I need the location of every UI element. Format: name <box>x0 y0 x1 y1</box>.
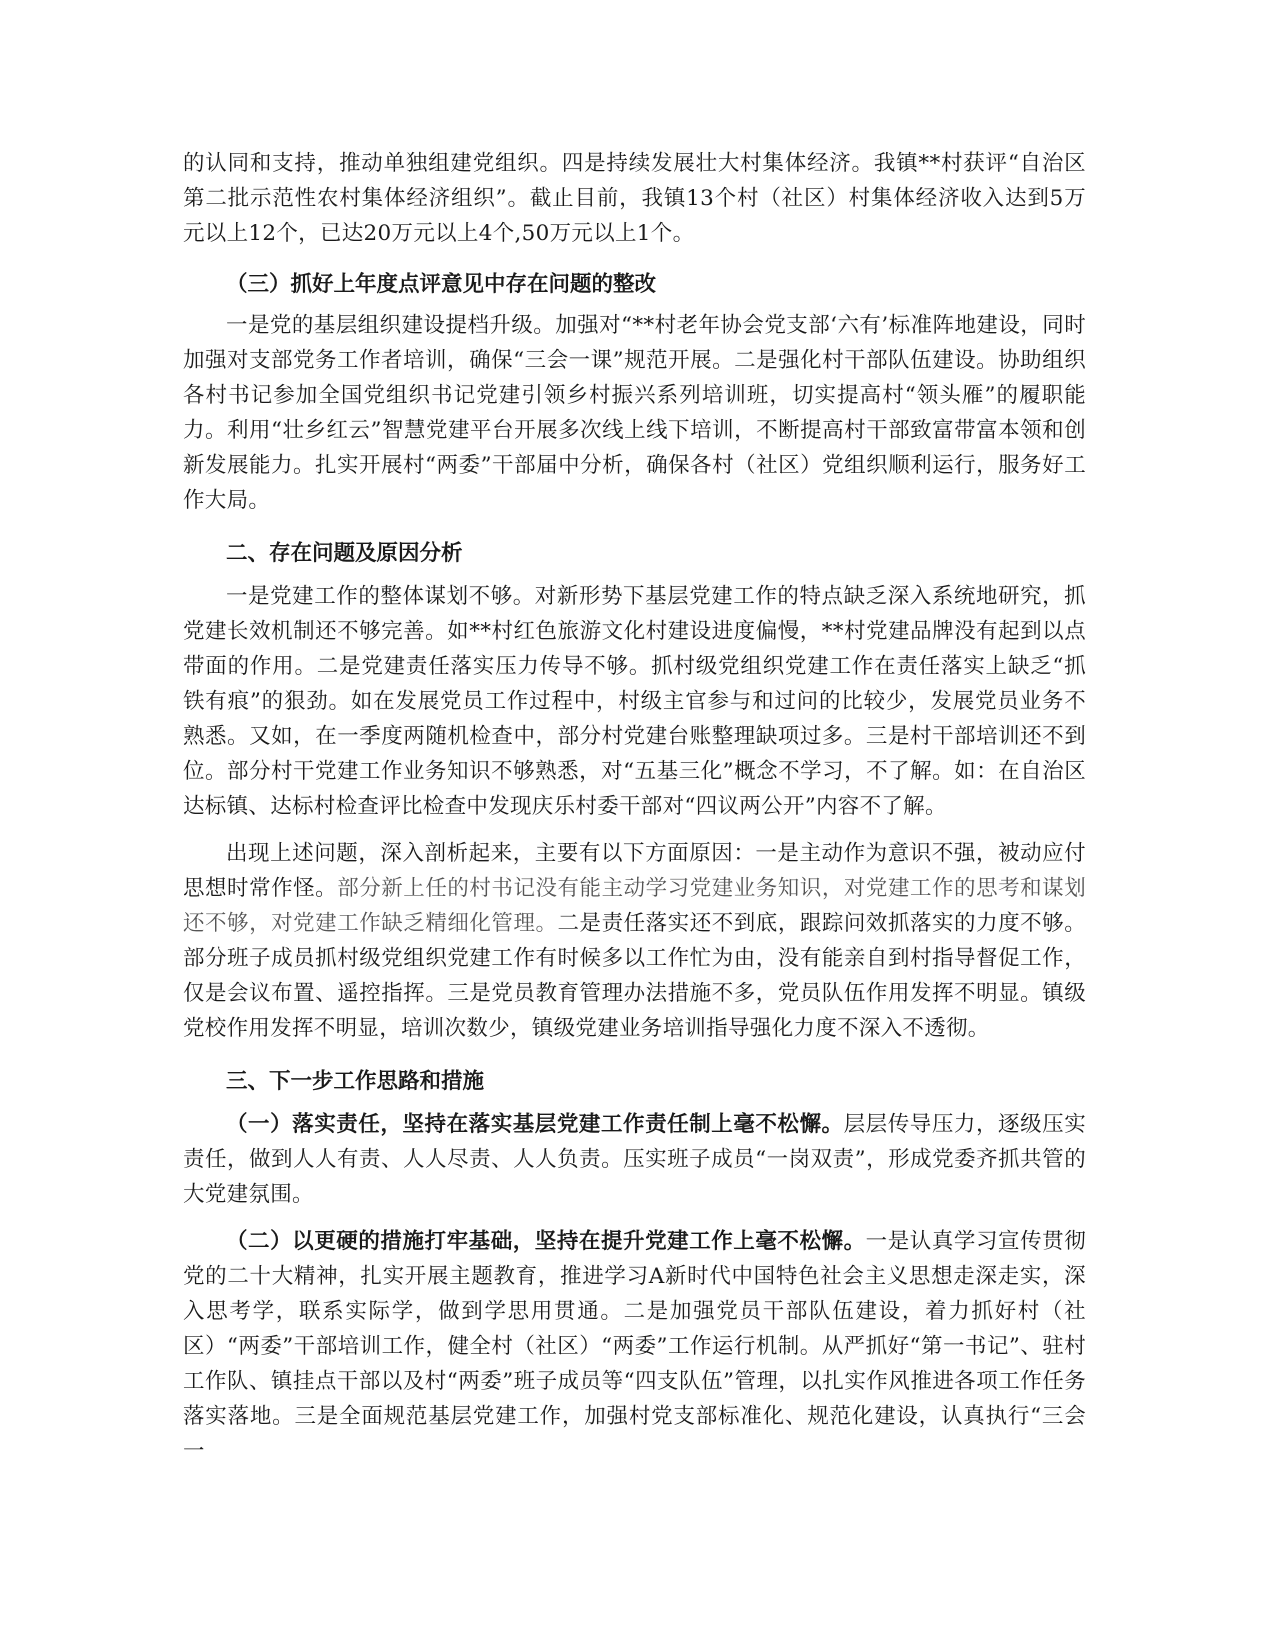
causes-text-c: 二是责任落实还不到底，跟踪问效抓落实的力度不够。部分班子成员抓村级党组织党建工作有时候多以工作忙为由，没有能亲自到村指导督促工作，仅是会议布置、遥控指挥。三是党员教育管理办法措施不多，党员队伍作用发挥不明显。镇级党校作用发挥不明显，培训次数少，镇级党建业务培训指导强化力度不深入不透彻。 <box>183 911 1087 1041</box>
paragraph-intro: 的认同和支持，推动单独组建党组织。四是持续发展壮大村集体经济。我镇**村获评“自治区第二批示范性农村集体经济组织”。截止目前，我镇13个村（社区）村集体经济收入达到5万元以上12个，已达20万元以上4个,50万元以上1个。 <box>183 151 1086 246</box>
heading-next-steps: 三、下一步工作思路和措施 <box>226 1069 485 1094</box>
heading-problems: 二、存在问题及原因分析 <box>226 541 463 566</box>
paragraph-causes <box>183 836 1086 1046</box>
paragraph-measure-1 <box>183 1107 1086 1212</box>
measure-2-lead: （二）以更硬的措施打牢基础，坚持在提升党建工作上毫不松懈。 <box>226 1229 866 1254</box>
paragraph-rectification: 一是党的基层组织建设提档升级。加强对“**村老年协会党支部‘六有’标准阵地建设，同时加强对支部党务工作者培训，确保“三会一课”规范开展。二是强化村干部队伍建设。协助组织各村书记参加全国党组织书记党建引领乡村振兴系列培训班，切实提高村“领头雁”的履职能力。利用“壮乡红云”智慧党建平台开展多次线上线下培训，不断提高村干部致富带富本领和创新发展能力。扎实开展村“两委”干部届中分析，确保各村（社区）党组织顺利运行，服务好工作大局。 <box>183 313 1086 513</box>
document-page <box>183 146 1086 1469</box>
measure-2-body: 一是认真学习宣传贯彻党的二十大精神，扎实开展主题教育，推进学习A新时代中国特色社会主义思想走深走实，深入思考学，联系实际学，做到学思用贯通。二是加强党员干部队伍建设，着力抓好村（社区）“两委”干部培训工作，健全村（社区）“两委”工作运行机制。从严抓好“第一书记”、驻村工作队、镇挂点干部以及村“两委”班子成员等“四支队伍”管理，以扎实作风推进各项工作任务落实落地。三是全面规范基层党建工作，加强村党支部标准化、规范化建设，认真执行“三会一 <box>183 1229 1086 1464</box>
causes-text-a: 出现上述问题，深入剖析起来，主要有以下方面原因：一是主动作为意识不强，被动应付思想时常作怪。 <box>183 841 1086 901</box>
heading-rectification: （三）抓好上年度点评意见中存在问题的整改 <box>226 272 657 297</box>
measure-1-lead: （一）落实责任，坚持在落实基层党建工作责任制上毫不松懈。 <box>226 1112 844 1137</box>
paragraph-problems: 一是党建工作的整体谋划不够。对新形势下基层党建工作的特点缺乏深入系统地研究，抓党建长效机制还不够完善。如**村红色旅游文化村建设进度偏慢，**村党建品牌没有起到以点带面的作用。二是党建责任落实压力传导不够。抓村级党组织党建工作在责任落实上缺乏“抓铁有痕”的狠劲。如在发展党员工作过程中，村级主官参与和过问的比较少，发展党员业务不熟悉。又如，在一季度两随机检查中，部分村党建台账整理缺项过多。三是村干部培训还不到位。部分村干党建工作业务知识不够熟悉，对“五基三化”概念不学习，不了解。如：在自治区达标镇、达标村检查评比检查中发现庆乐村委干部对“四议两公开”内容不了解。 <box>183 584 1086 819</box>
measure-1-body: 层层传导压力，逐级压实责任，做到人人有责、人人尽责、人人负责。压实班子成员“一岗双责”，形成党委齐抓共管的大党建氛围。 <box>183 1112 1087 1207</box>
causes-text-b: 部分新上任的村书记没有能主动学习党建业务知识，对党建工作的思考和谋划还不够，对党建工作缺乏精细化管理。 <box>183 876 1086 936</box>
paragraph-measure-2 <box>183 1224 1086 1469</box>
